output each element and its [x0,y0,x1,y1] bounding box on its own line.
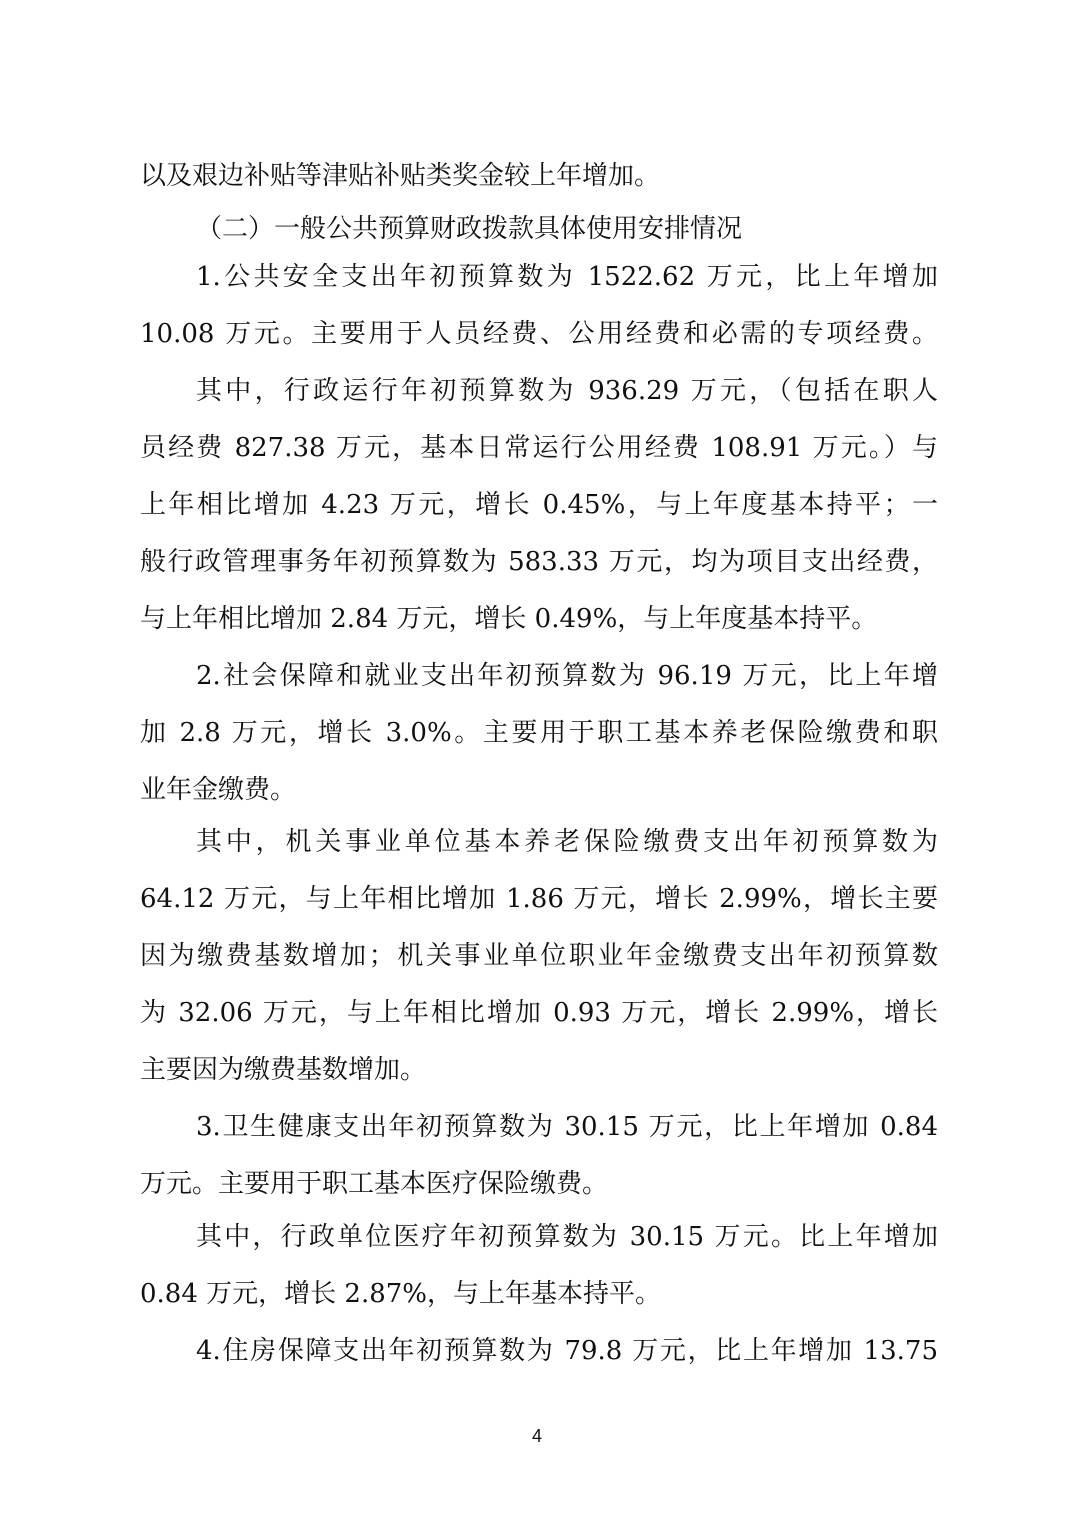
paragraph-line: 10.08 万元。主要用于人员经费、公用经费和必需的专项经费。 [140,319,938,349]
paragraph-line: 64.12 万元，与上年相比增加 1.86 万元，增长 2.99%，增长主要 [140,884,938,914]
paragraph-line: 上年相比增加 4.23 万元，增长 0.45%，与上年度基本持平；一 [140,490,938,520]
paragraph-line: 为 32.06 万元，与上年相比增加 0.93 万元，增长 2.99%，增长 [140,998,938,1028]
paragraph-line: 其中，机关事业单位基本养老保险缴费支出年初预算数为 [196,827,938,857]
paragraph-line: 与上年相比增加 2.84 万元，增长 0.49%，与上年度基本持平。 [140,604,878,634]
paragraph-line: 万元。主要用于职工基本医疗保险缴费。 [140,1169,609,1199]
paragraph-line: 业年金缴费。 [140,775,297,805]
page-number: 4 [531,1426,542,1446]
paragraph-line: 4.住房保障支出年初预算数为 79.8 万元，比上年增加 13.75 [196,1336,938,1366]
paragraph-line: 般行政管理事务年初预算数为 583.33 万元，均为项目支出经费， [140,547,938,577]
paragraph-line: 因为缴费基数增加；机关事业单位职业年金缴费支出年初预算数 [140,941,938,971]
paragraph-line: 员经费 827.38 万元，基本日常运行公用经费 108.91 万元。）与 [140,433,938,463]
paragraph-line: 主要因为缴费基数增加。 [140,1055,427,1085]
paragraph-line: 2.社会保障和就业支出年初预算数为 96.19 万元，比上年增 [196,661,938,691]
paragraph-line: 以及艰边补贴等津贴补贴类奖金较上年增加。 [140,161,661,191]
paragraph-line: 其中，行政单位医疗年初预算数为 30.15 万元。比上年增加 [196,1222,938,1252]
paragraph-line: 0.84 万元，增长 2.87%，与上年基本持平。 [140,1279,662,1309]
section-heading: （二）一般公共预算财政拨款具体使用安排情况 [196,214,743,244]
paragraph-line: 其中，行政运行年初预算数为 936.29 万元，（包括在职人 [196,376,938,406]
paragraph-line: 加 2.8 万元，增长 3.0%。主要用于职工基本养老保险缴费和职 [140,718,938,748]
paragraph-line: 1.公共安全支出年初预算数为 1522.62 万元，比上年增加 [196,262,938,292]
paragraph-line: 3.卫生健康支出年初预算数为 30.15 万元，比上年增加 0.84 [196,1112,938,1142]
